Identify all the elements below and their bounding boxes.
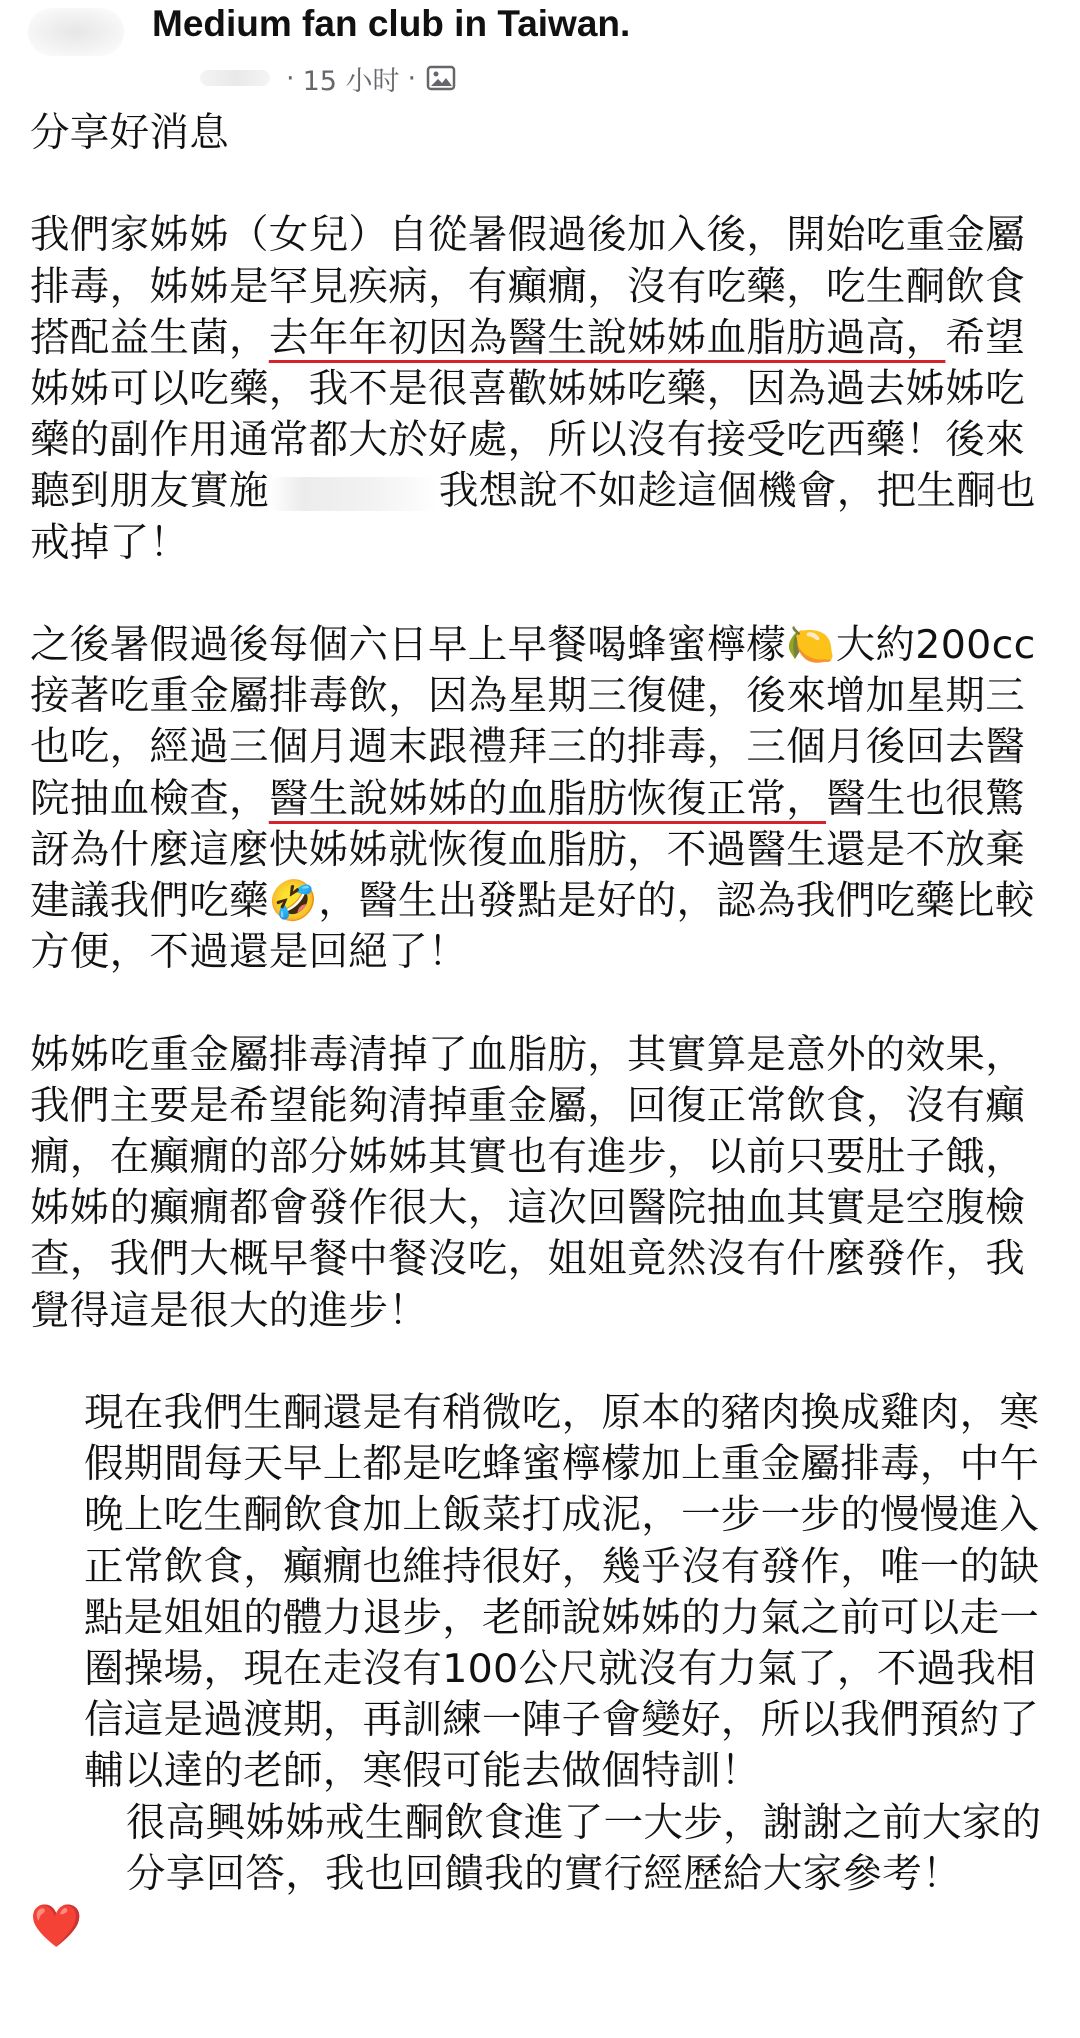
- highlighted-text: 醫生說姊姊的血脂肪恢復正常，: [268, 775, 827, 822]
- paragraph-2-text: 大約200cc接著吃重金屬排毒飲，因為星期三復健，後來增加星期三也吃，經過三個月週末跟禮拜三的排毒，三個月後回去醫院抽血檢查，: [30, 622, 1036, 822]
- paragraph-3: 姊姊吃重金屬排毒清掉了血脂肪，其實算是意外的效果，我們主要是希望能夠清掉重金屬，回復正常飲食，沒有癲癇，在癲癇的部分姊姊其實也有進步，以前只要肚子餓，姊姊的癲癇都會發作很大，這次回醫院抽血其實是空腹檢查，我們大概早餐中餐沒吃，姐姐竟然沒有什麼發作，我覺得這是很大的進步！: [30, 1031, 1025, 1334]
- post-body: [30, 108, 1060, 1951]
- paragraph-5: 很高興姊姊戒生酮飲食進了一大步，謝謝之前大家的分享回答，我也回饋我的實行經歷給大家參考！: [126, 1799, 1042, 1897]
- blurred-avatar[interactable]: [28, 8, 124, 56]
- post-opening: 分享好消息: [30, 110, 229, 156]
- lemon-icon: 🍋: [786, 622, 836, 668]
- highlighted-text: 去年年初因為醫生說姊姊血脂肪過高，: [268, 314, 946, 361]
- laughing-face-icon: 🤣: [268, 878, 319, 925]
- image-icon[interactable]: [426, 64, 456, 92]
- post-meta: [200, 56, 456, 100]
- blurred-author-name[interactable]: [200, 70, 270, 86]
- paragraph-2: [30, 620, 1060, 978]
- paragraph-2-text: 之後暑假過後每個六日早上早餐喝蜂蜜檸檬: [30, 622, 787, 668]
- paragraph-2-text: ，醫生出發點是好的，認為我們吃藥比較方便，不過還是回絕了！: [30, 878, 1035, 976]
- post-timestamp[interactable]: 15 小时: [302, 65, 400, 97]
- paragraph-4: 現在我們生酮還是有稍微吃，原本的豬肉換成雞肉，寒假期間每天早上都是吃蜂蜜檸檬加上重金屬排毒，中午晚上吃生酮飲食加上飯菜打成泥，一步一步的慢慢進入正常飲食，癲癇也維持很好，幾乎沒有發作，唯一的缺點是姐姐的體力退步，老師說姊姊的力氣之前可以走一圈操場，現在走沒有100公尺就沒有力氣了，不過我相信這是過渡期，再訓練一陣子會變好，所以我們預約了輔以達的老師，寒假可能去做個特訓！: [84, 1390, 1040, 1795]
- paragraph-1-text: 我想說不如趁這個機會，把生酮也戒掉了！: [30, 468, 1036, 566]
- meta-separator: ·: [407, 62, 417, 94]
- post-header: [0, 0, 1080, 110]
- paragraph-1: [30, 210, 1060, 568]
- paragraph-1-text: 希望姊姊可以吃藥，我不是很喜歡姊姊吃藥，因為過去姊姊吃藥的副作用通常都大於好處，所以沒有接受吃西藥！後來聽到朋友實施: [30, 314, 1026, 515]
- group-name[interactable]: Medium fan club in Taiwan.: [152, 3, 631, 44]
- paragraph-2-text: 醫生也很驚訝為什麼這麼快姊姊就恢復血脂肪，不過醫生還是不放棄建議我們吃藥: [30, 775, 1026, 925]
- meta-separator: ·: [286, 62, 295, 94]
- heart-icon: ❤️: [30, 1901, 83, 1951]
- blurred-text: [269, 477, 439, 511]
- paragraph-1-text: 我們家姊姊（女兒）自從暑假過後加入後，開始吃重金屬排毒，姊姊是罕見疾病，有癲癇，沒有吃藥，吃生酮飲食搭配益生菌，: [30, 212, 1025, 361]
